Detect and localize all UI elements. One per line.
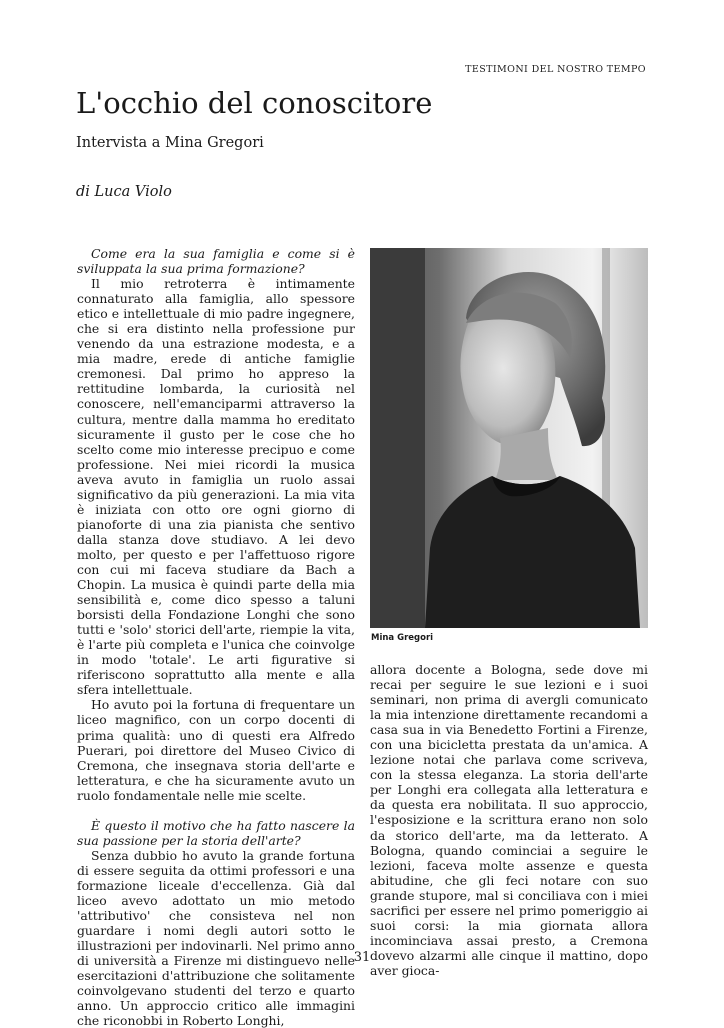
article-title: L'occhio del conoscitore — [76, 86, 433, 120]
page-number: 31 — [353, 950, 371, 965]
right-column — [370, 662, 648, 978]
portrait-illustration — [370, 248, 648, 628]
author-byline: di Luca Violo — [76, 184, 172, 200]
answer-1-paragraph-1: Il mio retroterra è intimamente connaturato alla famiglia, allo spessore etico e intellettuale di mio padre ingegnere, che si era distinto nella professione pur venendo da una estrazione modesta, e a mia madre, erede di antiche famiglie cremonesi. Dal primo ho appreso la rettitudine lombarda, la curiosità nel conoscere, nell'emanciparmi attraverso la cultura, mentre dalla mamma ho ereditato sicuramente il gusto per le cose che ho scelto come mio interesse precipuo e come professione. Nei miei ricordi la musica aveva avuto in famiglia un ruolo assai significativo da più generazioni. La mia vita è iniziata con otto ore ogni giorno di pianoforte di una zia pianista che sentivo dalla stanza dove studiavo. A lei devo molto, per questo e per l'affettuoso rigore con cui mi faceva studiare da Bach a Chopin. La musica è quindi parte della mia sensibilità e, come dico spesso a taluni borsisti della Fondazione Longhi che sono tutti e 'solo' storici dell'arte, riempie la vita, è l'arte più completa e l'unica che coinvolge in modo 'totale'. Le arti figurative si riferiscono soprattutto alla mente e alla sfera intellettuale. — [77, 276, 355, 698]
article-subtitle: Intervista a Mina Gregori — [76, 135, 264, 151]
answer-2-paragraph-1: Senza dubbio ho avuto la grande fortuna di essere seguita da ottimi professori e una formazione liceale d'eccellenza. Già dal liceo avevo adottato un mio metodo 'attributivo' che consisteva nel non guardare i nomi degli autori sotto le illustrazioni per indovinarli. Nel primo anno di università a Firenze mi distinguevo nelle esercitazioni d'attribuzione che solitamente coinvolgevano studenti del terzo e quarto anno. Un approccio critico alle immagini che riconobbi in Roberto Longhi, — [77, 847, 355, 1028]
right-column-paragraph: allora docente a Bologna, sede dove mi recai per seguire le sue lezioni e i suoi seminari, non prima di avergli comunicato la mia intenzione direttamente recandomi a casa sua in via Benedetto Fortini a Firenze, con una bicicletta prestata da un'amica. A lezione notai che parlava come scriveva, con la stessa eleganza. La storia dell'arte per Longhi era collegata alla letteratura e da questa era nobilitata. Il suo approccio, l'esposizione e la scrittura erano non solo da storico dell'arte, ma da letterato. A Bologna, quando cominciai a seguire le lezioni, faceva molte assenze e questa abitudine, che gli feci notare con suo grande stupore, mal si conciliava con i miei sacrifici per essere nel primo pomeriggio ai suoi corsi: la mia giornata allora incominciava assai presto, a Cremona dovevo alzarmi alle cinque il mattino, dopo aver gioca- — [370, 662, 648, 978]
portrait-photo — [370, 248, 648, 628]
question-2: È questo il motivo che ha fatto nascere la sua passione per la storia dell'arte? — [77, 817, 355, 848]
question-1: Come era la sua famiglia e come si è sviluppata la sua prima formazione? — [77, 246, 355, 277]
answer-1-paragraph-2: Ho avuto poi la fortuna di frequentare un liceo magnifico, con un corpo docenti di prima qualità: uno di questi era Alfredo Puerari, poi direttore del Museo Civico di Cremona, che insegnava storia dell'arte e letteratura, e che ha sicuramente avuto un ruolo fondamentale nelle mie scelte. — [77, 697, 355, 803]
photo-caption: Mina Gregori — [371, 633, 434, 643]
running-head: TESTIMONI DEL NOSTRO TEMPO — [465, 64, 646, 75]
left-column — [77, 246, 355, 1028]
